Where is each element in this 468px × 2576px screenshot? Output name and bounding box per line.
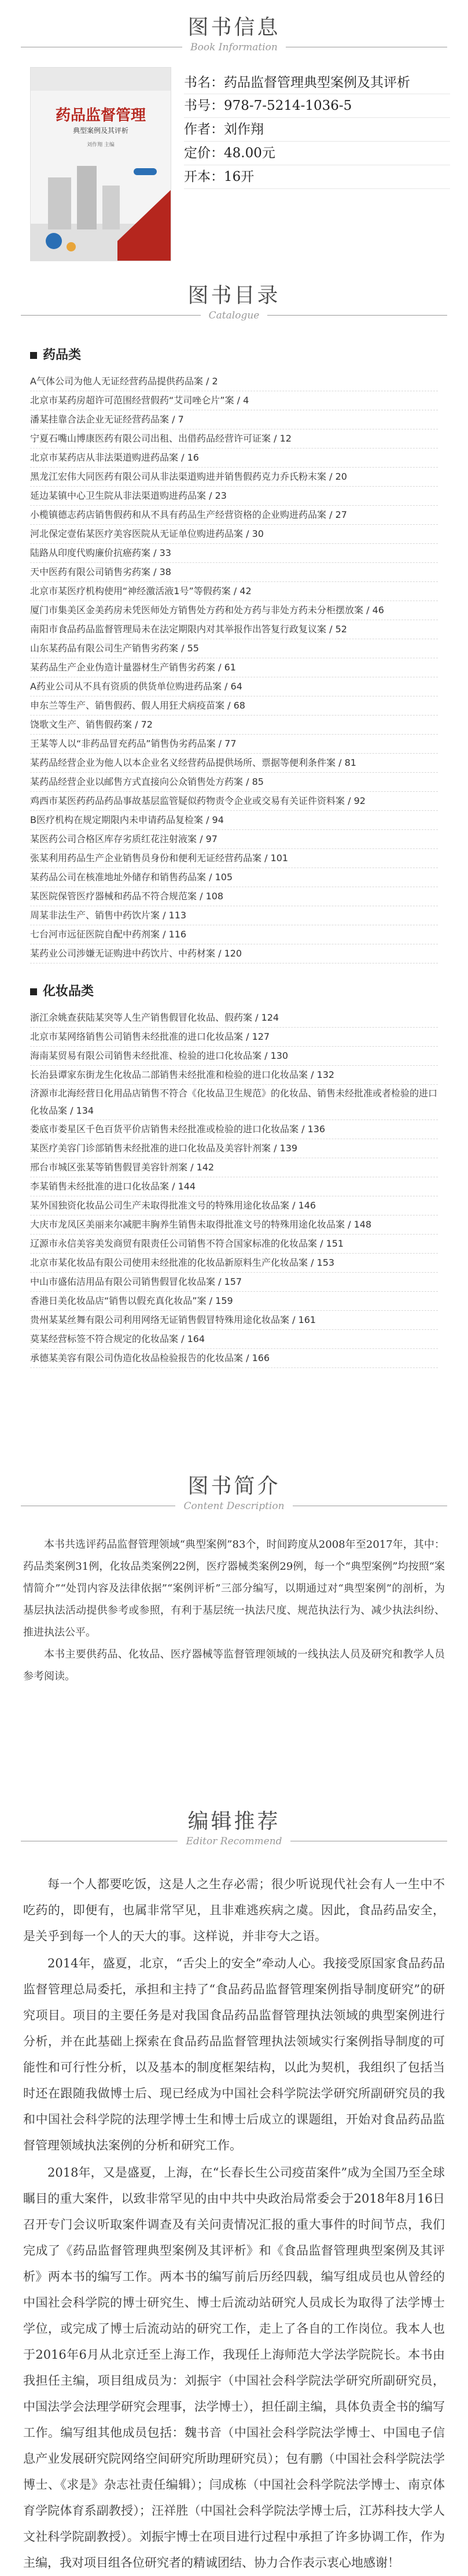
intro-paragraph: 本书共选评药品监督管理领域“典型案例”83个，时间跨度从2008年至2017年，其中：药品类案例31例，化妆品类案例22例，医疗器械类案例29例，每一个“典型案例”均按照“案情简介”“处罚内容及法律依据”“案例评析”三部分编写，以期通过对“典型案例”的剖析，为基层执法活动提供参考或参照，有利于基层统一执法尺度、规范执法行为、减少执法纠纷、推进执法公平。 bbox=[23, 1539, 445, 1639]
book-info-body bbox=[0, 54, 468, 274]
catalogue-entry: 贵州某某丝舞有限公司利用网络无证销售假冒特殊用途化妆品案 / 161 bbox=[30, 1311, 438, 1330]
recommend-paragraph: 每一个人都要吃饭，这是人之生存必需；很少听说现代社会有人一生中不吃药的，即便有，也属非常罕见，且非难逃疾病之虞。因此，食品药品安全，是关乎到每一个人的天大的事。这样说，并非夸大之语。 bbox=[23, 1877, 445, 1943]
price-field: 定价：48.00元 bbox=[184, 142, 450, 165]
cover-top-band bbox=[31, 68, 171, 91]
author-field: 作者：刘作翔 bbox=[184, 118, 450, 142]
catalogue-entry: 某药品经营企业为他人以本企业名义经营药品提供场所、票据等便利条件案 / 81 bbox=[30, 754, 438, 773]
catalogue-entry: 天中医药有限公司销售劣药案 / 38 bbox=[30, 563, 438, 582]
catalogue-entry: A气体公司为他人无证经营药品提供药品案 / 2 bbox=[30, 372, 438, 391]
catalogue-entry: 莫某经营标签不符合规定的化妆品案 / 164 bbox=[30, 1330, 438, 1349]
catalogue-entry: 海南某贸易有限公司销售未经批准、检验的进口化妆品案 / 130 bbox=[30, 1047, 438, 1066]
catalogue-entry: 南阳市食品药品监督管理局未在法定期限内对其举报作出答复行政复议案 / 52 bbox=[30, 620, 438, 639]
recommend-section bbox=[0, 1803, 468, 2570]
catalogue-entry: 山东某药品有限公司生产销售劣药案 / 55 bbox=[30, 639, 438, 658]
recommend-subtitle-row bbox=[21, 1834, 447, 1848]
catalogue-entry: 潘某挂靠合法企业无证经营药品案 / 7 bbox=[30, 410, 438, 429]
catalogue-subtitle: Catalogue bbox=[201, 309, 268, 323]
catalogue-section bbox=[0, 272, 468, 1468]
group-heading-label: 药品类 bbox=[43, 348, 82, 362]
catalogue-entry: 黑龙江宏伟大同医药有限公司从非法渠道购进并销售假药克力乔氏粉末案 / 20 bbox=[30, 468, 438, 487]
catalogue-entry: 某医院保管医疗器械和药品不符合规范案 / 108 bbox=[30, 887, 438, 906]
cover-artwork bbox=[31, 154, 171, 261]
catalogue-entry: 北京市某医疗机构使用“神经激活液1号”等假药案 / 42 bbox=[30, 582, 438, 601]
cover-title: 药品监督管理 bbox=[55, 107, 146, 124]
intro-subtitle: Content Description bbox=[175, 1499, 292, 1513]
catalogue-header bbox=[0, 283, 468, 323]
catalogue-entry: B医疗机构在规定期限内未申请药品复检案 / 94 bbox=[30, 811, 438, 830]
catalogue-entry: 某医药公司合格区库存劣质红花注射液案 / 97 bbox=[30, 830, 438, 849]
catalogue-entry: 七台河市远征医院自配中药剂案 / 116 bbox=[30, 925, 438, 944]
catalogue-entry: 河北保定壹佑某医疗美容医院从无证单位购进药品案 / 30 bbox=[30, 525, 438, 544]
catalogue-entry: 某医疗美容门诊部销售未经批准的进口化妆品及美容针剂案 / 139 bbox=[30, 1139, 438, 1158]
catalogue-entry: 承德某美容有限公司伪造化妆品检验报告的化妆品案 / 166 bbox=[30, 1349, 438, 1368]
catalogue-entry: 长治县谭家东街龙生化妆品二部销售未经批准和检验的进口化妆品案 / 132 bbox=[30, 1066, 438, 1085]
book-info-section bbox=[0, 0, 468, 272]
catalogue-entry: 宁夏石嘴山博康医药有限公司出租、出借药品经营许可证案 / 12 bbox=[30, 429, 438, 449]
recommend-header bbox=[0, 1809, 468, 1848]
book-info-subtitle: Book Information bbox=[182, 40, 286, 54]
recommend-paragraph: 2014年，盛夏，北京，“舌尖上的安全”牵动人心。我接受原国家食品药品监督管理总局委托，承担和主持了“食品药品监督管理案例指导制度研究”的研究项目。项目的主要任务是对我国食品药品监督管理执法领域的典型案例进行分析，并在此基础上探索在食品药品监督管理执法领域实行案例指导制度的可能性和可行性分析，以及基本的制度框架结构，以此为契机，我组织了包括当时还在跟随我做博士后、现已经成为中国社会科学院法学研究所副研究员的我和中国社会科学院的法理学博士生和博士后成立的课题组，开始对食品药品监督管理领域执法案例的分析和研究工作。 bbox=[23, 1956, 445, 2152]
catalogue-entry: 申东兰等生产、销售假药、假人用狂犬病疫苗案 / 68 bbox=[30, 696, 438, 716]
catalogue-entry: 饶歌文生产、销售假药案 / 72 bbox=[30, 716, 438, 735]
catalogue-entry: 鸡西市某医药药品药品事故基层监管疑似药物责令企业或交易有关证件资料案 / 92 bbox=[30, 792, 438, 811]
catalogue-entry: 邢台市城区张某等销售假冒美容针剂案 / 142 bbox=[30, 1158, 438, 1177]
intro-title: 图书简介 bbox=[187, 1474, 281, 1498]
catalogue-entry: 北京市某药房超许可范围经营假药“艾司唑仑片”案 / 4 bbox=[30, 391, 438, 410]
catalogue-entry: 某外国独资化妆品公司生产未取得批准文号的特殊用途化妆品案 / 146 bbox=[30, 1196, 438, 1215]
catalogue-entry: 周某非法生产、销售中药饮片案 / 113 bbox=[30, 906, 438, 925]
intro-header bbox=[0, 1474, 468, 1513]
square-bullet-icon bbox=[30, 352, 37, 359]
intro-section bbox=[0, 1468, 468, 1803]
book-name-field: 书名：药品监督管理典型案例及其评析 bbox=[184, 72, 450, 94]
catalogue-entry: 某药品经营企业以邮售方式直接向公众销售处方药案 / 85 bbox=[30, 773, 438, 792]
recommend-body bbox=[23, 1871, 445, 2576]
catalogue-entry: 某药业公司涉嫌无证购进中药饮片、中药材案 / 120 bbox=[30, 944, 438, 963]
catalogue-list-drugs bbox=[30, 372, 438, 963]
catalogue-list-cosmetics bbox=[30, 1009, 438, 1368]
catalogue-subtitle-row bbox=[21, 309, 447, 323]
square-bullet-icon bbox=[30, 988, 37, 995]
catalogue-entry: 中山市盛佑洁用品有限公司销售假冒化妆品案 / 157 bbox=[30, 1273, 438, 1292]
isbn-field: 书号：978-7-5214-1036-5 bbox=[184, 94, 450, 118]
catalogue-entry: 娄底市娄星区千色百货平价店销售未经批准或检验的进口化妆品案 / 136 bbox=[30, 1120, 438, 1139]
cover-subtitle: 典型案例及其评析 bbox=[72, 127, 128, 135]
intro-body bbox=[23, 1534, 445, 1688]
catalogue-entry: 济源市北海经营日化用品店销售不符合《化妆品卫生规范》的化妆品、销售未经批准或者检验的进口化妆品案 / 134 bbox=[30, 1085, 438, 1120]
book-cover-image bbox=[30, 67, 171, 261]
catalogue-title: 图书目录 bbox=[187, 284, 281, 307]
catalogue-entry: 王某等人以“非药品冒充药品”销售伪劣药品案 / 77 bbox=[30, 735, 438, 754]
group-heading-label: 化妆品类 bbox=[43, 984, 94, 999]
book-info-fields bbox=[184, 72, 450, 189]
catalogue-entry: 某药品公司在核准地址外储存和销售药品案 / 105 bbox=[30, 868, 438, 887]
recommend-title: 编辑推荐 bbox=[187, 1810, 281, 1833]
group-heading bbox=[30, 983, 438, 1000]
catalogue-entry: 北京市某化妆品有限公司使用未经批准的化妆品新原料生产化妆品案 / 153 bbox=[30, 1254, 438, 1273]
catalogue-entry: 小榄镇德志药店销售假药和从不具有药品生产经营资格的企业购进药品案 / 27 bbox=[30, 506, 438, 525]
catalogue-group-drugs bbox=[30, 347, 438, 963]
catalogue-entry: 李某销售未经批准的进口化妆品案 / 144 bbox=[30, 1177, 438, 1196]
catalogue-entry: 厦门市集美区金美药房未凭医师处方销售处方药和处方药与非处方药未分柜摆放案 / 46 bbox=[30, 601, 438, 620]
catalogue-entry: 某药品生产企业伪造计量器材生产销售劣药案 / 61 bbox=[30, 658, 438, 677]
catalogue-entry: 辽源市永信美容美发商贸有限责任公司销售不符合国家标准的化妆品案 / 151 bbox=[30, 1235, 438, 1254]
catalogue-entry: 北京市某网络销售公司销售未经批准的进口化妆品案 / 127 bbox=[30, 1028, 438, 1047]
book-info-subtitle-row bbox=[21, 40, 447, 54]
catalogue-entry: 延边某镇中心卫生院从非法渠道购进药品案 / 23 bbox=[30, 487, 438, 506]
recommend-paragraph: 2018年，又是盛夏，上海，在“长春长生公司疫苗案件”成为全国乃至全球瞩目的重大案件，以致非常罕见的由中共中央政治局常委会于2018年8月16日召开专门会议听取案件调查及有关问责情况汇报的重大事件的时间节点，我们完成了《药品监督管理典型案例及其评析》和《食品监督管理典型案例及其评析》两本书的编写工作。两本书的编写前后历经四载，编写组成员也从曾经的中国社会科学院的博士研究生、博士后流动站研究人员成长为取得了法学博士学位，或完成了博士后流动站的研究工作，走上了各自的工作岗位。我本人也于2016年6月从北京迁至上海工作，我现任上海师范大学法学院院长。本书由我担任主编，项目组成员为：刘振宇（中国社会科学院法学研究所副研究员，中国法学会法理学研究会理事，法学博士），担任副主编，具体负责全书的编写工作。编写组其他成员包括：魏书音（中国社会科学院法学博士、中国电子信息产业发展研究院网络空间研究所助理研究员）；包有鹏（中国社会科学院法学博士、《求是》杂志社责任编辑）；闫成栋（中国社会科学院法学博士、南京体育学院体育系副教授）；汪祥胜（中国社会科学院法学博士后，江苏科技大学人文社科学院副教授）。刘振宇博士在项目进行过程中承担了许多协调工作，作为主编，我对项目组各位研究者的精诚团结、协力合作表示衷心地感谢！ bbox=[23, 2166, 445, 2570]
cover-author: 刘作翔 主编 bbox=[87, 142, 115, 148]
catalogue-entry: 浙江余姚查获陆某突等人生产销售假冒化妆品、假药案 / 124 bbox=[30, 1009, 438, 1028]
catalogue-entry: 香港日美化妆品店“销售以假充真化妆品”案 / 159 bbox=[30, 1292, 438, 1311]
catalogue-entry: 大庆市龙凤区美丽来尔减肥丰胸养生销售未取得批准文号的特殊用途化妆品案 / 148 bbox=[30, 1215, 438, 1235]
catalogue-entry: 张某利用药品生产企业销售员身份和便利无证经营药品案 / 101 bbox=[30, 849, 438, 868]
book-info-header bbox=[0, 15, 468, 54]
group-heading bbox=[30, 347, 438, 364]
catalogue-group-cosmetics bbox=[30, 983, 438, 1368]
intro-paragraph: 本书主要供药品、化妆品、医疗器械等监督管理领域的一线执法人员及研究和教学人员参考阅读。 bbox=[23, 1648, 445, 1682]
book-info-title: 图书信息 bbox=[187, 16, 281, 39]
catalogue-entry: 北京市某药店从非法渠道购进药品案 / 16 bbox=[30, 449, 438, 468]
recommend-subtitle: Editor Recommend bbox=[178, 1834, 290, 1848]
format-field: 开本：16开 bbox=[184, 165, 450, 189]
catalogue-entry: A药业公司从不具有资质的供货单位购进药品案 / 64 bbox=[30, 677, 438, 696]
catalogue-entry: 陆路从印度代购廉价抗癌药案 / 33 bbox=[30, 544, 438, 563]
intro-subtitle-row bbox=[21, 1499, 447, 1513]
